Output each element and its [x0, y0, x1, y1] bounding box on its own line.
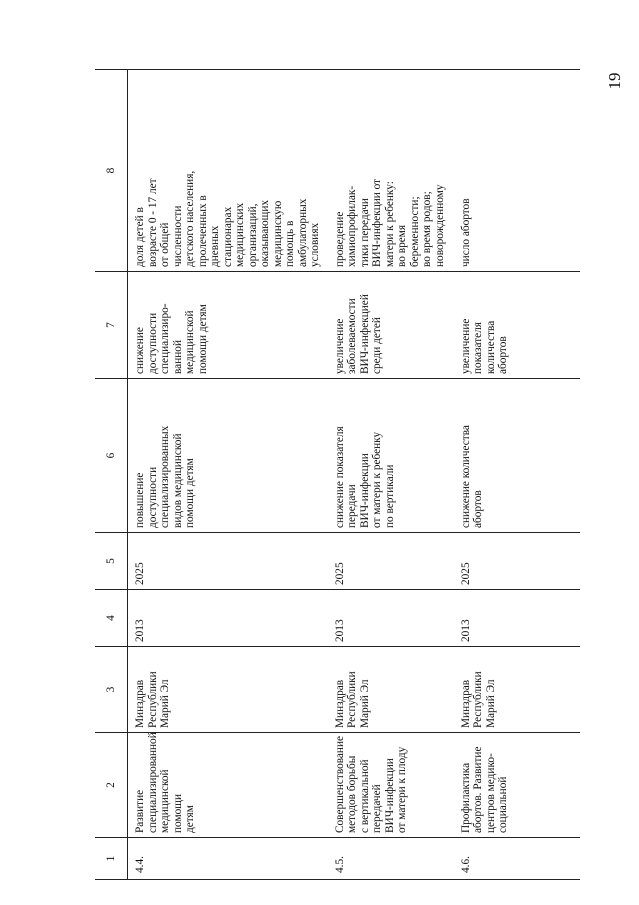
end-year-cell: 2025: [328, 533, 454, 590]
consequence-cell: снижение доступности специализиро- ванной медицинской помощи детям: [128, 272, 328, 379]
column-number-header: 6: [95, 379, 128, 533]
measures-table: [95, 69, 580, 880]
executor-cell: Минздрав Республики Марий Эл: [454, 647, 580, 733]
page-number: 19: [605, 72, 624, 90]
indicator-cell: доля детей в возрасте 0 - 17 лет от общей численности детского населения, пролеченных в дневных стационарах медицинских организаций, оказывающих медицинскую помощь в амбулаторных условиях: [128, 70, 328, 272]
executor-cell: Минздрав Республики Марий Эл: [328, 647, 454, 733]
table-row: [328, 70, 454, 880]
executor-cell: Минздрав Республики Марий Эл: [128, 647, 328, 733]
indicator-cell: проведение химиопрофилак- тики передачи ВИЧ-инфекции от матери к ребенку: во время беременности; во время родов; новорожденному: [328, 70, 454, 272]
column-number-header: 8: [95, 70, 128, 272]
indicator-cell: число абортов: [454, 70, 580, 272]
column-number-row: [95, 70, 128, 880]
table-row: [454, 70, 580, 880]
column-number-header: 2: [95, 733, 128, 838]
row-number: 4.4.: [128, 838, 328, 880]
consequence-cell: увеличение заболеваемости ВИЧ-инфекцией среди детей: [328, 272, 454, 379]
rotated-table-area: [95, 70, 515, 880]
measure-cell: Совершенствование методов борьбы с вертикальной передачей ВИЧ-инфекции от матери к плоду: [328, 733, 454, 838]
measure-cell: Профилактика абортов. Развитие центров медико- социальной: [454, 733, 580, 838]
row-number: 4.5.: [328, 838, 454, 880]
column-number-header: 4: [95, 590, 128, 647]
result-cell: повышение доступности специализированных видов медицинской помощи детям: [128, 379, 328, 533]
end-year-cell: 2025: [454, 533, 580, 590]
start-year-cell: 2013: [454, 590, 580, 647]
start-year-cell: 2013: [328, 590, 454, 647]
column-number-header: 3: [95, 647, 128, 733]
table-row: [128, 70, 328, 880]
consequence-cell: увеличение показателя количества абортов: [454, 272, 580, 379]
measure-cell: Развитие специализированной медицинской помощи детям: [128, 733, 328, 838]
column-number-header: 1: [95, 838, 128, 880]
column-number-header: 5: [95, 533, 128, 590]
result-cell: снижение показателя передачи ВИЧ-инфекции от матери к ребенку по вертикали: [328, 379, 454, 533]
column-number-header: 7: [95, 272, 128, 379]
result-cell: снижение количества абортов: [454, 379, 580, 533]
end-year-cell: 2025: [128, 533, 328, 590]
start-year-cell: 2013: [128, 590, 328, 647]
row-number: 4.6.: [454, 838, 580, 880]
